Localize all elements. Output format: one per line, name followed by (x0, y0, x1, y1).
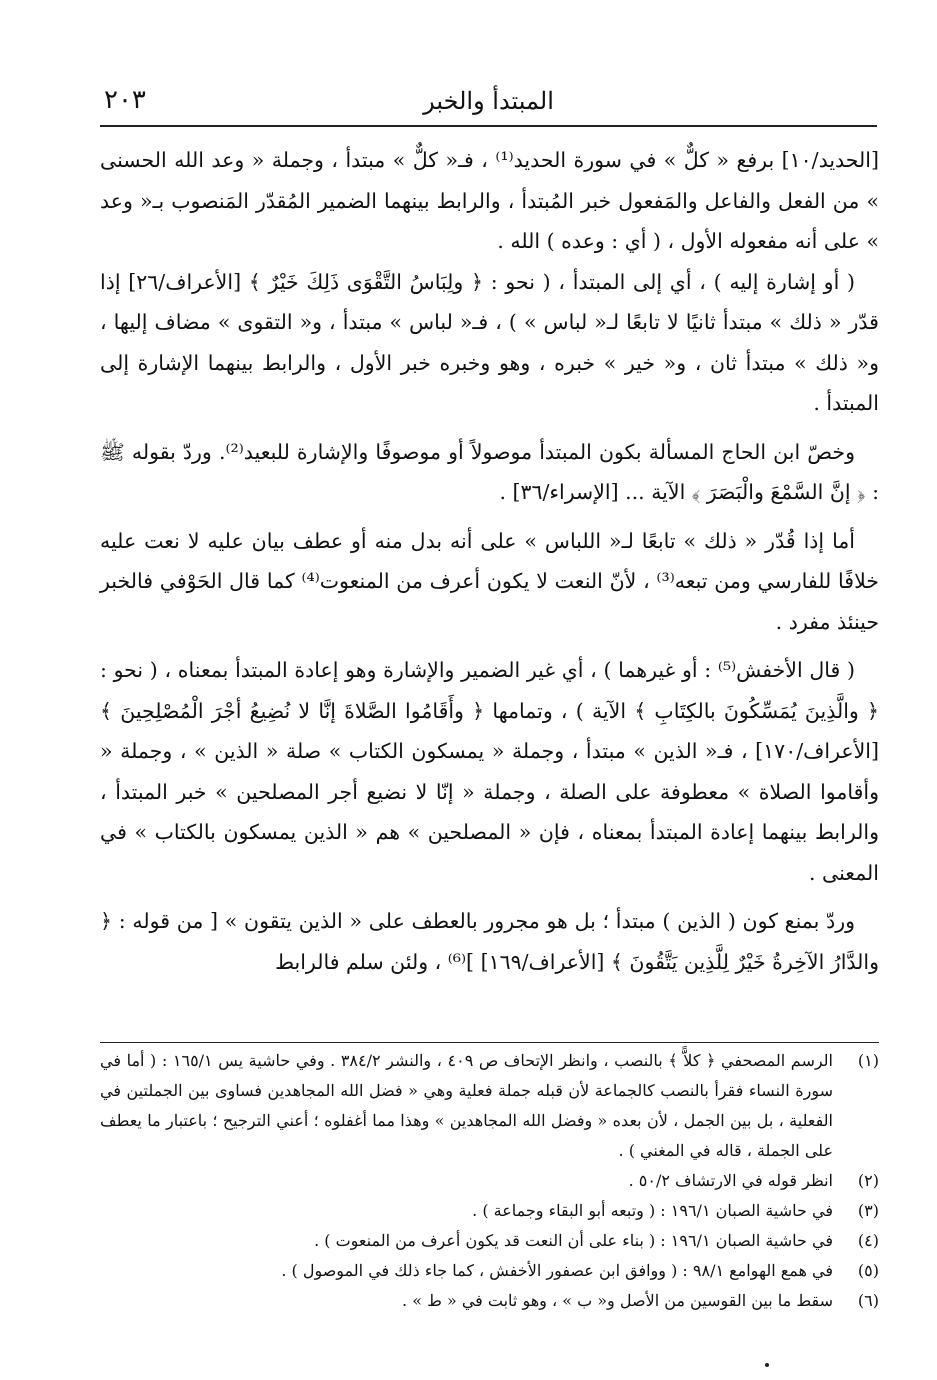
running-header (100, 85, 877, 127)
paragraph-6-text: وردّ بمنع كون ( الذين ) مبتدأ ؛ بل هو مجرور بالعطف على « الذين يتقون » [ من قوله : ﴿ والدَّارُ الآخِرةُ خَيْرٌ لِلَّذِين يَتَّقُونَ ﴾ [الأعراف/١٦٩] ]⁽⁶⁾ ، ولئن سلم فالرابط (100, 909, 879, 974)
footnote-text: سقط ما بين القوسين من الأصل و« ب » ، وهو ثابت في « ط » . (402, 1291, 833, 1310)
paragraph-5 (100, 650, 879, 893)
footnote (100, 1286, 879, 1316)
footnote (100, 1256, 879, 1286)
paragraph-6 (100, 901, 879, 982)
footnote (100, 1226, 879, 1256)
paragraph-3 (100, 432, 879, 513)
footnote-number: (١) (857, 1051, 879, 1070)
paragraph-4-text: أما إذا قُدّر « ذلك » تابعًا لـ« اللباس » على أنه بدل منه أو عطف بيان عليه لا نعت عليه خلافًا للفارسي ومن تبعه⁽³⁾ ، لأنّ النعت لا يكون أعرف من المنعوت⁽⁴⁾ كما قال الحَوْفي فالخبر حينئذ مفرد . (100, 528, 879, 634)
footnote-number: (٥) (857, 1261, 879, 1280)
paragraph-3-text: وخصّ ابن الحاج المسألة بكون المبتدأ موصولاً أو موصوفًا والإشارة للبعيد⁽²⁾. وردّ بقوله ﷺ : ﴿ إنَّ السَّمْعَ والْبَصَرَ ﴾ الآية ... [الإسراء/٣٦] . (100, 439, 879, 504)
paragraph-1 (100, 140, 879, 262)
paragraph-2-text: ( أو إشارة إليه ) ، أي إلى المبتدأ ، ( نحو : ﴿ ولِبَاسُ التَّقْوَى ذَلِكَ خَيْرٌ ﴾ [الأعراف/٢٦] إذا قدّر « ذلك » مبتدأ ثانيًا لا تابعًا لـ« لباس » ) ، فـ« لباس » مبتدأ ، و« التقوى » مضاف إليها ، و« ذلك » مبتدأ ثان ، و« خير » خبره ، وهو وخبره خبر الأول ، والرابط بينهما الإشارة إلى المبتدأ . (100, 269, 879, 415)
scan-speck (765, 1363, 769, 1367)
footnote-text: انظر قوله في الارتشاف ٥٠/٢ . (628, 1171, 833, 1190)
footnotes (100, 1046, 879, 1316)
chapter-title: المبتدأ والخبر (423, 87, 554, 115)
page-number: ٢٠٣ (104, 85, 146, 115)
footnote-number: (٢) (857, 1171, 879, 1190)
main-text (100, 140, 879, 982)
footnote-text: الرسم المصحفي ﴿ كلاًّ ﴾ بالنصب ، وانظر الإتحاف ص ٤٠٩ ، والنشر ٣٨٤/٢ . وفي حاشية يس ١٦٥/١ : ( أما في سورة النساء فقرأ بالنصب كالجماعة لأن قبله جملة فعلية وهي « فضل الله المجاهدين فساوى بين الجملتين في الفعلية ، بل بين الجمل ، لأن بعده « وفضل الله المجاهدين » وهذا مما أغفلوه ؛ أعني الترجيح ؛ باعتبار ما يعطف على الجملة ، قاله في المغني ) . (100, 1051, 834, 1160)
footnote (100, 1196, 879, 1226)
footnote (100, 1166, 879, 1196)
footnote-text: في حاشية الصبان ١٩٦/١ : ( بناء على أن النعت قد يكون أعرف من المنعوت ) . (314, 1231, 833, 1250)
footnote-number: (٣) (857, 1201, 879, 1220)
footnote-text: في همع الهوامع ٩٨/١ : ( ووافق ابن عصفور الأخفش ، كما جاء ذلك في الموصول ) . (281, 1261, 833, 1280)
paragraph-1-text: [الحديد/١٠] برفع « كلٌّ » في سورة الحديد⁽¹⁾ ، فـ« كلٌّ » مبتدأ ، وجملة « وعد الله الحسنى » من الفعل والفاعل والمَفعول خبر المُبتدأ ، والرابط بينهما الضمير المُقدّر المَنصوب بـ« وعد » على أنه مفعوله الأول ، ( أي : وعده ) الله . (100, 148, 879, 253)
footnote-number: (٤) (857, 1231, 879, 1250)
footnote-divider (100, 1042, 879, 1043)
footnote-number: (٦) (857, 1291, 879, 1310)
paragraph-5-text: ( قال الأخفش⁽⁵⁾ : أو غيرهما ) ، أي غير الضمير والإشارة وهو إعادة المبتدأ بمعناه ، ( نحو : ﴿ والَّذِينَ يُمَسِّكُونَ بالكِتَابِ ﴾ الآية ) ، وتمامها ﴿ وأَقَامُوا الصَّلاةَ إنَّا لا نُضِيعُ أجْرَ الْمُصْلِحِينَ ﴾ [الأعراف/١٧٠] ، فـ« الذين » مبتدأ ، وجملة « يمسكون الكتاب » صلة « الذين » ، وجملة « وأقاموا الصلاة » معطوفة على الصلة ، وجملة « إنّا لا نضيع أجر المصلحين » خبر المبتدأ ، والرابط بينهما إعادة المبتدأ بمعناه ، فإن « المصلحين » هم « الذين يمسكون بالكتاب » في المعنى . (100, 658, 879, 885)
footnote (100, 1046, 879, 1166)
footnote-text: في حاشية الصبان ١٩٦/١ : ( وتبعه أبو البقاء وجماعة ) . (472, 1201, 833, 1220)
paragraph-2 (100, 262, 879, 424)
paragraph-4 (100, 521, 879, 643)
